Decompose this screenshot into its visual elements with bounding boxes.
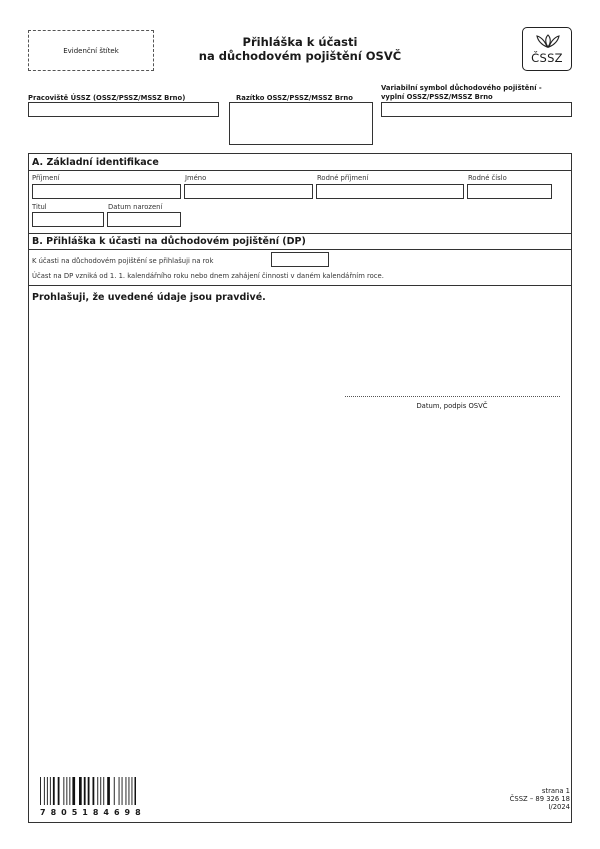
- barcode-bar: [79, 777, 82, 805]
- form-title-line1: Přihláška k účasti: [242, 35, 358, 49]
- signature-label: Datum, podpis OSVČ: [416, 402, 488, 410]
- section-b-note: Účast na DP vzniká od 1. 1. kalendářního roku nebo dnem zahájení činnosti v daném kalendářním roce.: [32, 272, 384, 280]
- signature-line[interactable]: [345, 396, 560, 397]
- form-version: I/2024: [548, 803, 570, 811]
- title-input[interactable]: [32, 212, 104, 227]
- barcode-bar: [50, 777, 51, 805]
- surname-input[interactable]: [32, 184, 181, 199]
- variable-symbol-label-line2: vyplní OSSZ/PSSZ/MSSZ Brno: [381, 92, 493, 101]
- barcode-bar: [97, 777, 98, 805]
- workplace-field[interactable]: [28, 102, 219, 117]
- barcode-bar: [53, 777, 55, 805]
- year-label: K účasti na důchodovém pojištění se přihlašuji na rok: [32, 257, 214, 265]
- form-title-line2: na důchodovém pojištění OSVČ: [198, 49, 402, 63]
- barcode-bar: [58, 777, 60, 805]
- firstname-label: Jméno: [185, 174, 207, 182]
- registration-label-text: Evidenční štítek: [63, 46, 119, 55]
- barcode-bar: [40, 777, 41, 805]
- section-a-title: A. Základní identifikace: [32, 157, 159, 168]
- cssz-flower-icon: [535, 33, 561, 49]
- barcode-bar: [66, 777, 67, 805]
- variable-symbol-field[interactable]: [381, 102, 572, 117]
- barcode-bar: [69, 777, 70, 805]
- barcode-bar: [93, 777, 95, 805]
- year-input[interactable]: [271, 252, 329, 267]
- barcode-bar: [44, 777, 45, 805]
- barcode-bar: [88, 777, 90, 805]
- workplace-label: Pracoviště ÚSSZ (OSSZ/PSSZ/MSSZ Brno): [28, 94, 186, 102]
- barcode-bar: [119, 777, 120, 805]
- barcode-bar: [107, 777, 110, 805]
- birth-number-label: Rodné číslo: [468, 174, 507, 182]
- title-label: Titul: [32, 203, 47, 211]
- form-code: ČSSZ – 89 326 18: [509, 795, 570, 803]
- section-b-divider: [28, 249, 572, 250]
- barcode-bar: [114, 777, 115, 805]
- barcode-bar: [126, 777, 127, 805]
- barcode-bar: [132, 777, 133, 805]
- form-title: [180, 35, 420, 63]
- footer-info: [470, 787, 570, 811]
- firstname-input[interactable]: [184, 184, 313, 199]
- stamp-label: Razítko OSSZ/PSSZ/MSSZ Brno: [236, 94, 353, 102]
- section-b-top-divider: [28, 233, 572, 234]
- birth-date-label: Datum narození: [108, 203, 163, 211]
- barcode-bar: [84, 777, 86, 805]
- cssz-logo: [522, 27, 572, 71]
- birth-date-input[interactable]: [107, 212, 181, 227]
- birth-surname-input[interactable]: [316, 184, 464, 199]
- barcode-bar: [100, 777, 101, 805]
- declaration-text: Prohlašuji, že uvedené údaje jsou pravdivé.: [32, 292, 266, 303]
- cssz-logo-text: ČSSZ: [531, 51, 563, 65]
- section-a-divider: [28, 170, 572, 171]
- stamp-field[interactable]: [229, 102, 373, 145]
- barcode-bar: [129, 777, 130, 805]
- page-number: strana 1: [541, 787, 570, 795]
- barcode-bar: [135, 777, 137, 805]
- variable-symbol-label: [381, 84, 581, 101]
- declaration-divider: [28, 285, 572, 286]
- registration-label-box: [28, 30, 154, 71]
- section-b-title: B. Přihláška k účasti na důchodovém pojištění (DP): [32, 236, 306, 247]
- surname-label: Příjmení: [32, 174, 60, 182]
- barcode-bar: [72, 777, 75, 805]
- barcode-number: 7805184698: [40, 808, 146, 817]
- birth-surname-label: Rodné příjmení: [317, 174, 369, 182]
- barcode-bar: [103, 777, 104, 805]
- barcode-bar: [122, 777, 123, 805]
- barcode-bar: [63, 777, 64, 805]
- variable-symbol-label-line1: Variabilní symbol důchodového pojištění -: [381, 84, 542, 92]
- barcode: [40, 777, 136, 805]
- birth-number-input[interactable]: [467, 184, 552, 199]
- barcode-bar: [47, 777, 48, 805]
